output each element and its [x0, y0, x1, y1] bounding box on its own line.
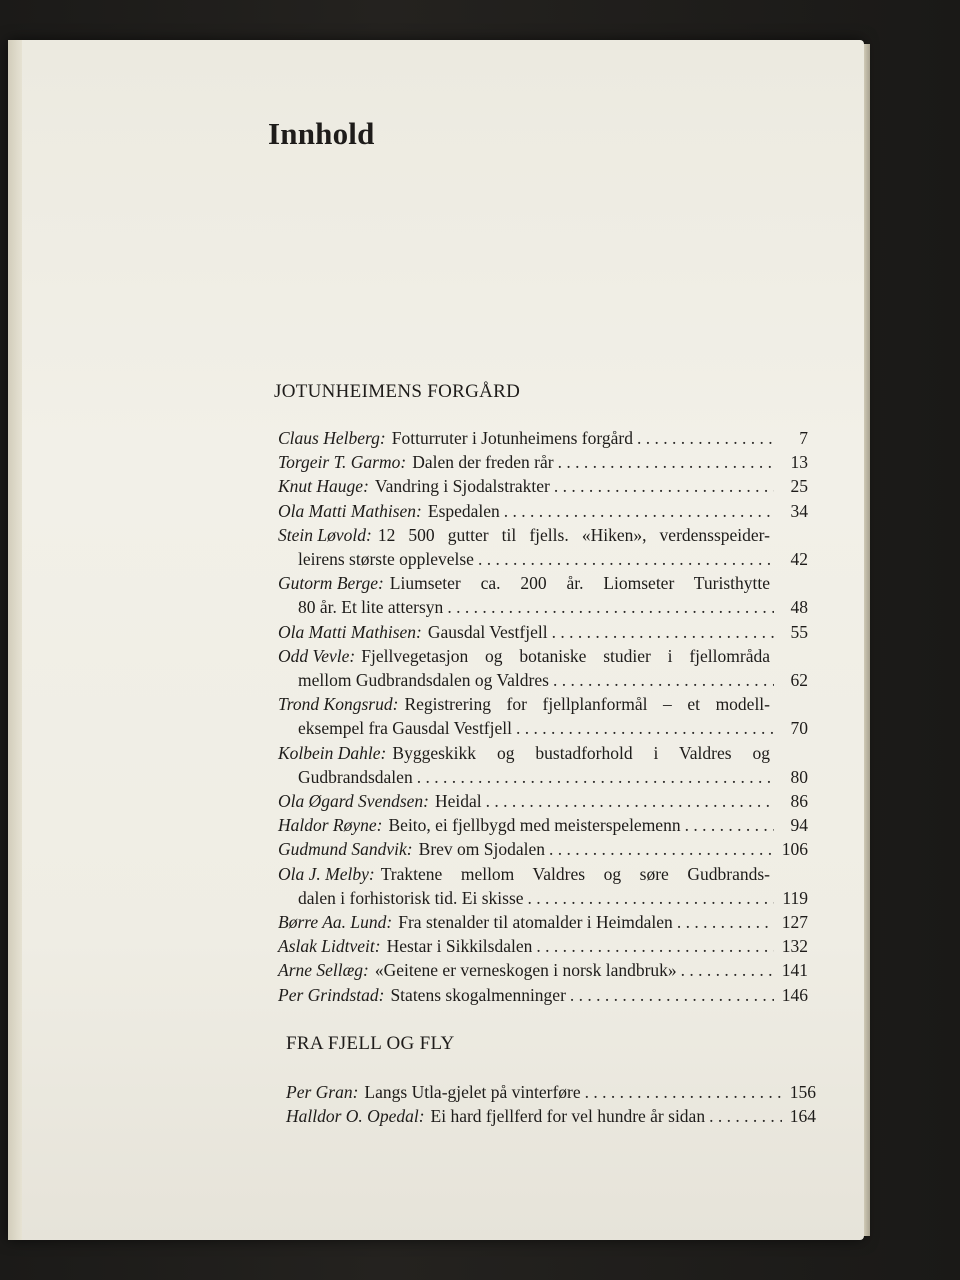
- toc-entry: [278, 474, 808, 498]
- toc-page-number: 164: [789, 1106, 816, 1127]
- toc-page-number: 42: [790, 549, 808, 570]
- toc-page-number: 62: [790, 670, 808, 691]
- toc-entry: [278, 934, 808, 958]
- toc-entry: [278, 789, 808, 813]
- toc-author: Knut Hauge:: [278, 476, 369, 497]
- dot-leader: [549, 837, 774, 861]
- toc-author: Aslak Lidtveit:: [278, 936, 381, 957]
- toc-title-text: Liumseter ca. 200 år. Liomseter Turisthytte: [389, 573, 770, 594]
- dot-leader: [685, 813, 774, 837]
- toc-entry-line: [278, 668, 808, 692]
- dot-leader: [709, 1104, 782, 1128]
- section-heading-fra-fjell-og-fly: FRA FJELL OG FLY: [286, 1033, 455, 1054]
- toc-title-text: Espedalen: [427, 500, 500, 521]
- dot-leader: [570, 983, 774, 1007]
- toc-title-text: Fra stenalder til atomalder i Heimdalen: [398, 912, 673, 933]
- section-heading-jotunheimens-forgard: JOTUNHEIMENS FORGÅRD: [274, 381, 521, 402]
- toc-page-number: 86: [790, 791, 808, 812]
- dot-leader: [677, 910, 774, 934]
- toc-entry-line: [278, 765, 808, 789]
- page-edge: [864, 44, 870, 1236]
- toc-entry-line: [286, 1080, 816, 1104]
- toc-entry-line: [278, 474, 808, 498]
- toc-entry-line: [286, 1104, 816, 1128]
- toc-author: Børre Aa. Lund:: [278, 912, 393, 933]
- toc-entry: [278, 837, 808, 861]
- toc-entry-line: [278, 692, 808, 716]
- toc-title-text: Dalen der freden rår: [412, 452, 554, 473]
- dot-leader: [558, 450, 774, 474]
- toc-author: Ola Matti Mathisen:: [278, 500, 422, 521]
- toc-title-text: Heidal: [435, 791, 482, 812]
- toc-entry: [278, 644, 808, 692]
- toc-entry-line: [278, 426, 808, 450]
- toc-entry: [286, 1080, 816, 1104]
- toc-entry: [278, 450, 808, 474]
- dot-leader: [486, 789, 774, 813]
- toc-entry-line: [278, 983, 808, 1007]
- toc-author: Per Grindstad:: [278, 984, 385, 1005]
- toc-entry-line: [278, 910, 808, 934]
- toc-author: Trond Kongsrud:: [278, 694, 399, 715]
- toc-author: Gudmund Sandvik:: [278, 839, 413, 860]
- toc-entry-line: [278, 571, 808, 595]
- toc-author: Claus Helberg:: [278, 428, 386, 448]
- dot-leader: [681, 958, 774, 982]
- toc-entry: [278, 910, 808, 934]
- toc-author: Stein Løvold:: [278, 524, 372, 545]
- toc-page-number: 7: [799, 428, 808, 448]
- page-content: [8, 40, 864, 1240]
- toc-title-text: Gudbrandsdalen: [298, 766, 413, 787]
- toc-title-text: dalen i forhistorisk tid. Ei skisse: [298, 887, 524, 908]
- toc-entry: [278, 692, 808, 740]
- toc-title-text: Fotturruter i Jotunheimens forgård: [391, 428, 633, 448]
- toc-title-text: leirens største opplevelse: [298, 549, 474, 570]
- toc-page-number: 80: [790, 766, 808, 787]
- toc-entry-line: [278, 620, 808, 644]
- toc-title-text: Statens skogalmenninger: [390, 984, 566, 1005]
- toc-entry: [278, 620, 808, 644]
- toc-list-jotunheimens-forgard: [278, 426, 808, 1007]
- toc-list-fra-fjell-og-fly: [286, 1080, 816, 1128]
- toc-page-number: 106: [781, 839, 808, 860]
- toc-page-number: 132: [781, 936, 808, 957]
- toc-page-number: 55: [790, 621, 808, 642]
- dot-leader: [516, 716, 774, 740]
- dot-leader: [585, 1080, 782, 1104]
- toc-title-text: Vandring i Sjodalstrakter: [374, 476, 550, 497]
- toc-title-text: mellom Gudbrandsdalen og Valdres: [298, 670, 549, 691]
- toc-title-text: Gausdal Vestfjell: [427, 621, 548, 642]
- toc-entry-line: [278, 450, 808, 474]
- toc-title-text: Ei hard fjellferd for vel hundre år sidan: [430, 1106, 706, 1127]
- toc-entry-line: [278, 813, 808, 837]
- toc-title-text: Traktene mellom Valdres og søre Gudbrands-: [380, 863, 770, 884]
- toc-author: Gutorm Berge:: [278, 573, 384, 594]
- toc-author: Per Gran:: [286, 1082, 359, 1102]
- dot-leader: [478, 547, 774, 571]
- toc-page-number: 146: [781, 984, 808, 1005]
- toc-entry-line: [278, 741, 808, 765]
- toc-entry: [278, 571, 808, 619]
- toc-author: Kolbein Dahle:: [278, 742, 387, 763]
- toc-title-text: Brev om Sjodalen: [418, 839, 546, 860]
- dot-leader: [528, 886, 774, 910]
- toc-title-text: Hestar i Sikkilsdalen: [386, 936, 533, 957]
- dot-leader: [552, 620, 774, 644]
- dot-leader: [553, 668, 774, 692]
- toc-author: Halldor O. Opedal:: [286, 1106, 425, 1127]
- dot-leader: [447, 595, 774, 619]
- toc-title-text: 80 år. Et lite attersyn: [298, 597, 444, 618]
- toc-page-number: 94: [790, 815, 808, 836]
- toc-page-number: 127: [781, 912, 808, 933]
- dot-leader: [554, 474, 774, 498]
- toc-entry: [278, 813, 808, 837]
- toc-entry: [278, 862, 808, 910]
- toc-page-number: 119: [782, 887, 808, 908]
- toc-entry-line: [278, 716, 808, 740]
- toc-entry-line: [278, 837, 808, 861]
- toc-entry: [278, 958, 808, 982]
- toc-title-text: «Geitene er verneskogen i norsk landbruk»: [374, 960, 677, 981]
- page-title: Innhold: [268, 116, 375, 151]
- toc-author: Torgeir T. Garmo:: [278, 452, 407, 473]
- toc-author: Ola Matti Mathisen:: [278, 621, 422, 642]
- toc-title-text: Fjellvegetasjon og botaniske studier i fjellområda: [361, 645, 770, 666]
- toc-entry: [278, 741, 808, 789]
- toc-page-number: 25: [790, 476, 808, 497]
- toc-author: Haldor Røyne:: [278, 815, 383, 836]
- toc-entry: [278, 426, 808, 450]
- toc-entry: [278, 499, 808, 523]
- dot-leader: [536, 934, 774, 958]
- toc-author: Ola J. Melby:: [278, 863, 375, 884]
- toc-entry-line: [278, 499, 808, 523]
- dot-leader: [417, 765, 774, 789]
- toc-author: Arne Sellæg:: [278, 960, 369, 981]
- toc-entry-line: [278, 595, 808, 619]
- toc-author: Odd Vevle:: [278, 645, 356, 666]
- toc-title-text: eksempel fra Gausdal Vestfjell: [298, 718, 512, 739]
- toc-entry-line: [278, 789, 808, 813]
- dot-leader: [504, 499, 774, 523]
- toc-entry-line: [278, 886, 808, 910]
- toc-page-number: 34: [790, 500, 808, 521]
- toc-title-text: Beito, ei fjellbygd med meisterspelemenn: [388, 815, 681, 836]
- toc-title-text: Byggeskikk og bustadforhold i Valdres og: [392, 742, 770, 763]
- toc-title-text: Langs Utla-gjelet på vinterføre: [364, 1082, 581, 1102]
- toc-entry-line: [278, 862, 808, 886]
- toc-page-number: 48: [790, 597, 808, 618]
- toc-entry: [278, 523, 808, 571]
- toc-page-number: 156: [789, 1082, 816, 1102]
- dot-leader: [637, 426, 774, 450]
- toc-page-number: 13: [790, 452, 808, 473]
- toc-entry-line: [278, 547, 808, 571]
- toc-entry: [286, 1104, 816, 1128]
- toc-title-text: 12 500 gutter til fjells. «Hiken», verdensspeider-: [377, 524, 770, 545]
- book-page: [8, 40, 864, 1240]
- toc-entry-line: [278, 958, 808, 982]
- toc-title-text: Registrering for fjellplanformål – et modell-: [404, 694, 770, 715]
- toc-entry-line: [278, 644, 808, 668]
- toc-page-number: 70: [790, 718, 808, 739]
- toc-entry-line: [278, 934, 808, 958]
- toc-author: Ola Øgard Svendsen:: [278, 791, 429, 812]
- toc-entry-line: [278, 523, 808, 547]
- toc-entry: [278, 983, 808, 1007]
- toc-page-number: 141: [781, 960, 808, 981]
